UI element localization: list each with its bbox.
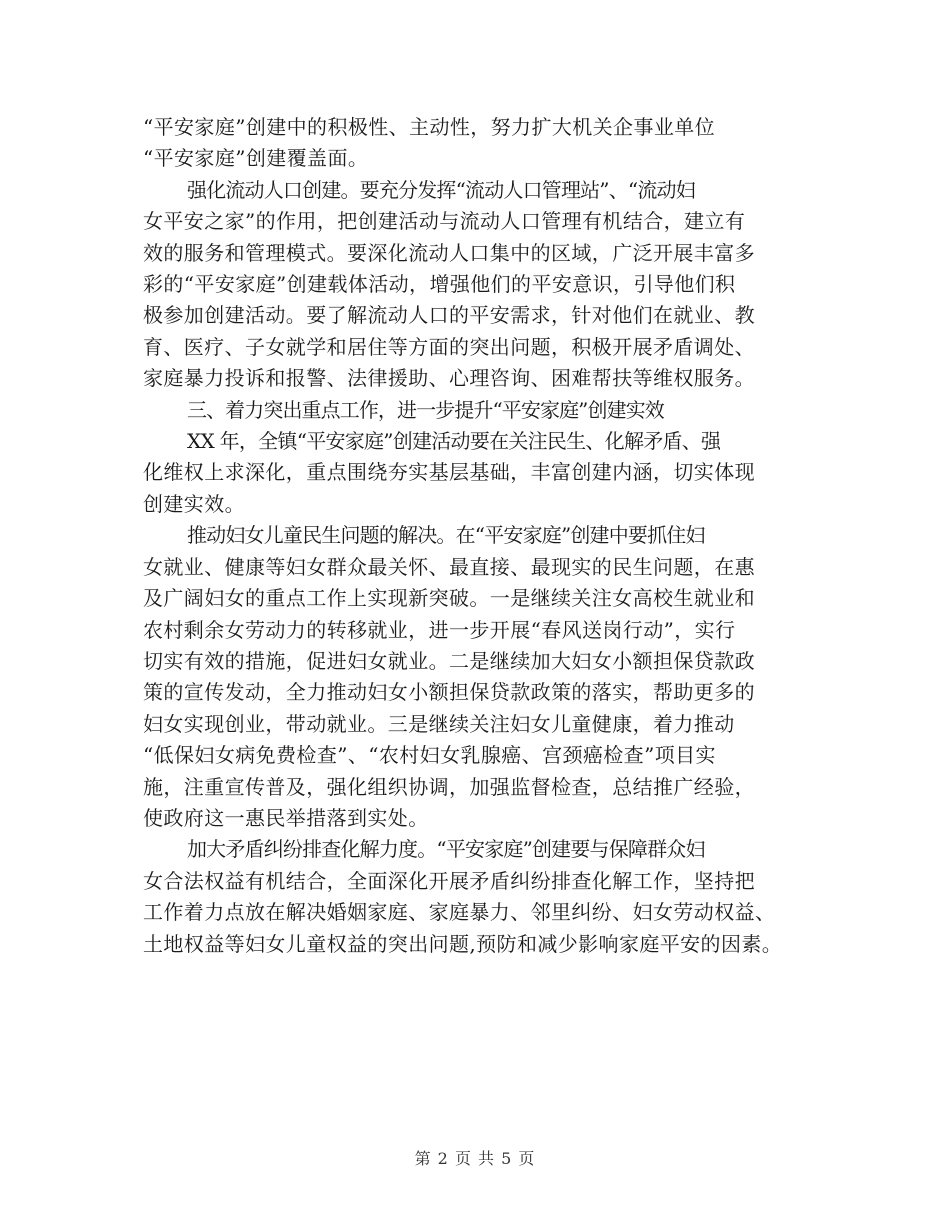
text-line: 工作着力点放在解决婚姻家庭、家庭暴力、邻里纠纷、妇女劳动权益、 — [143, 900, 776, 925]
text-line: 土地权益等妇女儿童权益的突出问题,预防和减少影响家庭平安的因素。 — [143, 931, 783, 956]
text-line: 妇女实现创业，带动就业。三是继续关注妇女儿童健康，着力推动 — [143, 711, 735, 736]
text-line: 化维权上求深化，重点围绕夯实基层基础，丰富创建内涵，切实体现 — [143, 460, 755, 485]
text-line: 女平安之家”的作用，把创建活动与流动人口管理有机结合，建立有 — [143, 209, 746, 234]
text-line: 施，注重宣传普及，强化组织协调，加强监督检查，总结推广经验， — [143, 774, 755, 799]
text-line: 家庭暴力投诉和报警、法律援助、心理咨询、困难帮扶等维权服务。 — [143, 366, 755, 391]
text-line: 农村剩余女劳动力的转移就业，进一步开展“春风送岗行动”，实行 — [143, 617, 736, 642]
text-line: 策的宣传发动，全力推动妇女小额担保贷款政策的落实，帮助更多的 — [143, 680, 755, 705]
text-line: 加大矛盾纠纷排查化解力度。“平安家庭”创建要与保障群众妇 — [187, 837, 705, 862]
page-footer: 第 2 页 共 5 页 — [414, 1149, 536, 1168]
text-line: “平安家庭”创建中的积极性、主动性，努力扩大机关企事业单位 — [143, 115, 716, 139]
text-line: 切实有效的措施，促进妇女就业。二是继续加大妇女小额担保贷款政 — [143, 648, 755, 673]
text-line: 女就业、健康等妇女群众最关怀、最直接、最现实的民生问题，在惠 — [143, 554, 755, 579]
text-line: 效的服务和管理模式。要深化流动人口集中的区域，广泛开展丰富多 — [143, 240, 755, 265]
text-line: 及广阔妇女的重点工作上实现新突破。一是继续关注女高校生就业和 — [143, 586, 755, 611]
text-line: “平安家庭”创建覆盖面。 — [143, 146, 369, 171]
text-line: 三、着力突出重点工作，进一步提升“平安家庭”创建实效 — [187, 397, 664, 422]
text-line: 推动妇女儿童民生问题的解决。在“平安家庭”创建中要抓住妇 — [187, 523, 705, 548]
text-line: 创建实效。 — [143, 491, 245, 516]
text-line: 强化流动人口创建。要充分发挥“流动人口管理站”、“流动妇 — [187, 177, 695, 202]
document-body — [143, 112, 833, 960]
text-line: 使政府这一惠民举措落到实处。 — [143, 805, 429, 830]
text-line: XX 年，全镇“平安家庭”创建活动要在关注民生、化解矛盾、强 — [187, 429, 721, 454]
text-line: 女合法权益有机结合，全面深化开展矛盾纠纷排查化解工作，坚持把 — [143, 868, 755, 893]
text-line: 极参加创建活动。要了解流动人口的平安需求，针对他们在就业、教 — [143, 303, 755, 328]
text-line: 彩的“平安家庭”创建载体活动，增强他们的平安意识，引导他们积 — [143, 272, 736, 297]
text-line: “低保妇女病免费检查”、“农村妇女乳腺癌、宫颈癌检查”项目实 — [143, 743, 716, 768]
text-line: 育、医疗、子女就学和居住等方面的突出问题，积极开展矛盾调处、 — [143, 334, 755, 359]
